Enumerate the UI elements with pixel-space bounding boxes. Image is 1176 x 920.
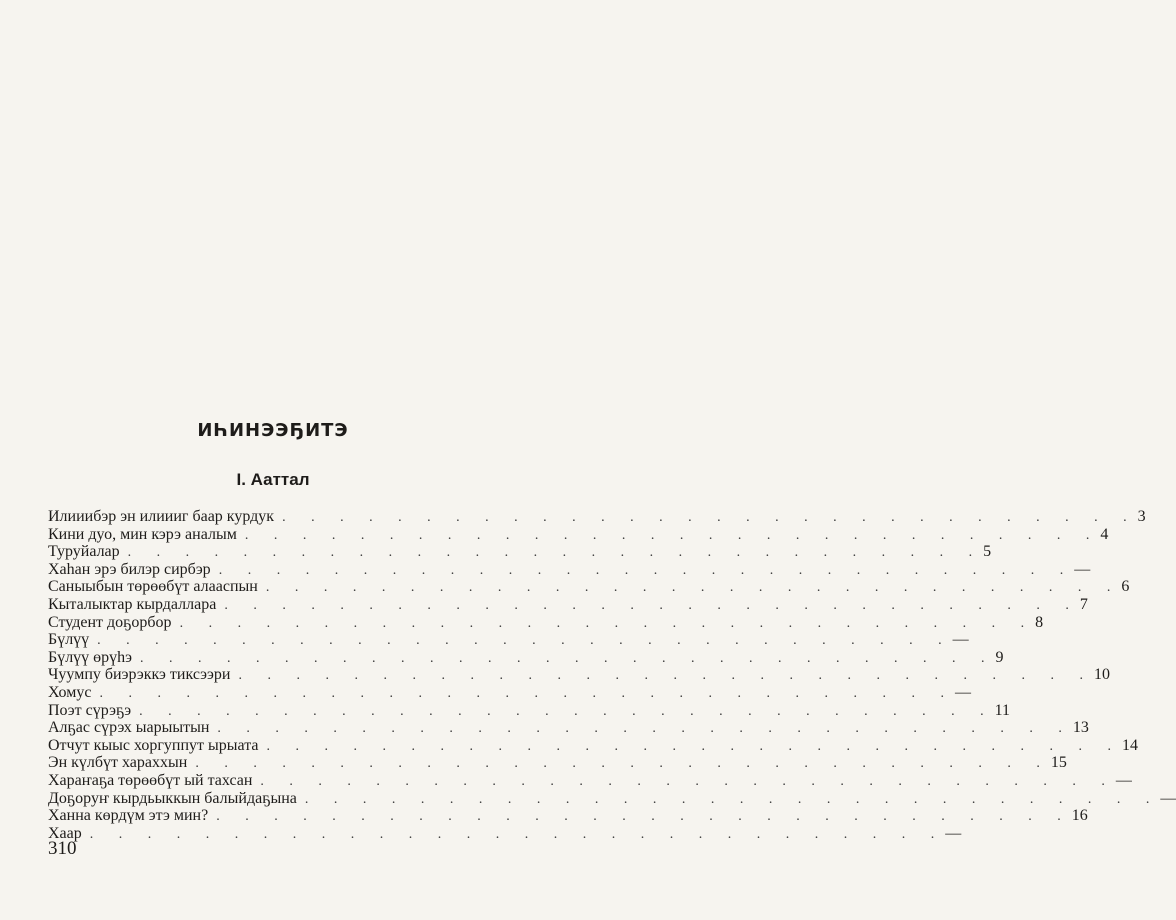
toc-entry-page: 5 (983, 543, 992, 561)
toc-entry-page: 16 (1071, 807, 1088, 825)
toc-entry-title: Хомус (48, 683, 92, 701)
toc-leader-dots: . . . . . . . . . . . . . . . . . . . . . . . . . . . . . . (224, 597, 1080, 613)
toc-entry-title: Бүлүү өрүһэ (48, 648, 133, 666)
toc-entry-page: 14 (1122, 736, 1139, 754)
toc-entry-page: 13 (1072, 719, 1089, 737)
toc-entry (48, 701, 1010, 720)
toc-entry (48, 578, 1130, 596)
toc-leader-dots: . . . . . . . . . . . . . . . . . . . . . . . . . . . . . . (218, 562, 1075, 578)
toc-leader-dots: . . . . . . . . . . . . . . . . . . . . . . . . . . . . . . (97, 633, 953, 649)
toc-leader-dots: . . . . . . . . . . . . . . . . . . . . . . . . . . . . . . (99, 685, 955, 701)
toc-entry-page: 4 (1100, 525, 1109, 543)
toc-entry (48, 754, 1067, 772)
toc-leader-dots: . . . . . . . . . . . . . . . . . . . . . . . . . . . . . . (179, 615, 1036, 631)
toc-entry-page: — (952, 631, 969, 649)
toc-leader-dots: . . . . . . . . . . . . . . . . . . . . . . . . . . . . . . (127, 545, 984, 561)
toc-entry-title: Илииибэр эн илиииг баар курдук (48, 508, 275, 525)
toc-entry (48, 525, 1109, 544)
toc-entry-title: Туруйалар (48, 543, 120, 561)
toc-entry (48, 560, 1091, 579)
toc-entry (48, 719, 1089, 737)
toc-entry-page: 8 (1035, 613, 1044, 631)
toc-entry (48, 666, 1110, 684)
toc-leader-dots: . . . . . . . . . . . . . . . . . . . . . . . . . . . . . . (266, 738, 1123, 754)
toc-entry-page: 10 (1093, 666, 1110, 684)
toc-leader-dots: . . . . . . . . . . . . . . . . . . . . . . . . . . . . . . (217, 721, 1073, 737)
toc-leader-dots: . . . . . . . . . . . . . . . . . . . . . . . . . . . . . . (195, 756, 1051, 772)
toc-entry-title: Ханна көрдүм этэ мин? (48, 807, 209, 825)
toc-entry (48, 543, 992, 561)
page-number: 310 (48, 838, 77, 859)
toc-entry-page: 9 (995, 648, 1004, 666)
toc-leader-dots: . . . . . . . . . . . . . . . . . . . . . . . . . . . . . . (282, 510, 1138, 525)
toc-entry-page: 3 (1137, 508, 1146, 525)
toc-entry-title: Саныыбын төрөөбүт алааспын (48, 578, 258, 596)
toc-entry (48, 595, 1088, 614)
toc-entry (48, 807, 1088, 825)
contents-heading: ИҺИНЭЭҔИТЭ (197, 420, 349, 441)
toc-entry-title: Хаһан эрэ билэр сирбэр (48, 560, 211, 578)
toc-entry-page: — (945, 824, 962, 842)
toc-entry (48, 648, 1004, 667)
toc-entry-title: Хаар (48, 824, 82, 842)
toc-entry-title: Эн күлбүт хараххын (48, 754, 188, 772)
toc-entry-page: — (1115, 771, 1132, 789)
toc-leader-dots: . . . . . . . . . . . . . . . . . . . . . . . . . . . . . . (260, 773, 1116, 789)
toc-leader-dots: . . . . . . . . . . . . . . . . . . . . . . . . . . . . . . (265, 580, 1122, 596)
toc-entry (48, 789, 1176, 808)
toc-entry-page: — (1160, 789, 1176, 807)
toc-entry (48, 771, 1132, 790)
toc-entry-page: — (1074, 560, 1091, 578)
toc-leader-dots: . . . . . . . . . . . . . . . . . . . . . . . . . . . . . . (139, 703, 995, 719)
toc-leader-dots: . . . . . . . . . . . . . . . . . . . . . . . . . . . . . . (140, 650, 996, 666)
toc-leader-dots: . . . . . . . . . . . . . . . . . . . . . . . . . . . . . . (304, 791, 1161, 807)
toc-entry-title: Кыталыктар кырдаллара (48, 595, 217, 613)
toc-entry (48, 508, 1146, 526)
toc-entry-page: 7 (1079, 595, 1088, 613)
toc-entry-page: 6 (1121, 578, 1130, 596)
table-of-contents (48, 508, 1176, 842)
toc-entry (48, 683, 971, 702)
toc-leader-dots: . . . . . . . . . . . . . . . . . . . . . . . . . . . . . . (244, 527, 1101, 543)
toc-entry (48, 824, 962, 843)
toc-entry-title: Поэт сүрэҕэ (48, 701, 132, 719)
toc-entry (48, 736, 1139, 755)
toc-entry-page: 15 (1050, 754, 1067, 772)
toc-entry-title: Доҕоруҥ кырдьыккын балыйдаҕына (48, 789, 297, 807)
toc-entry-title: Кини дуо, мин кэрэ аналым (48, 525, 237, 543)
toc-entry (48, 631, 969, 649)
toc-entry-title: Бүлүү (48, 631, 90, 649)
section-title: I. Ааттал (236, 470, 310, 489)
toc-entry-title: Студент доҕорбор (48, 613, 172, 631)
toc-leader-dots: . . . . . . . . . . . . . . . . . . . . . . . . . . . . . . (216, 809, 1072, 825)
toc-entry-page: — (954, 683, 971, 701)
toc-leader-dots: . . . . . . . . . . . . . . . . . . . . . . . . . . . . . . (89, 826, 946, 842)
toc-entry-title: Чуумпу биэрэккэ тиксээри (48, 666, 231, 684)
toc-leader-dots: . . . . . . . . . . . . . . . . . . . . . . . . . . . . . . (238, 668, 1094, 684)
toc-entry-title: Хараҥаҕа төрөөбүт ый тахсан (48, 771, 253, 789)
toc-entry (48, 613, 1044, 632)
toc-entry-title: Отчут кыыс хоргуппут ырыата (48, 736, 259, 754)
toc-entry-page: 11 (994, 701, 1010, 719)
toc-entry-title: Алҕас сүрэх ыарыытын (48, 719, 210, 737)
